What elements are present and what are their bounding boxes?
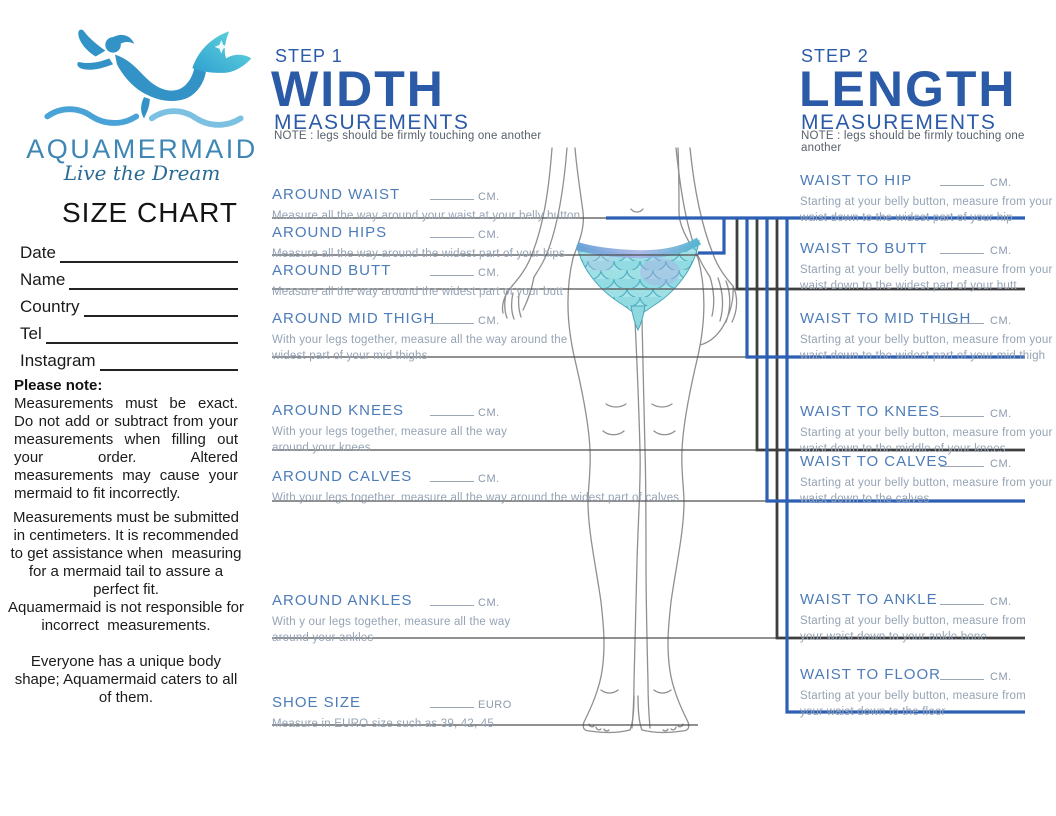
- measurement-blank-line[interactable]: [940, 252, 984, 254]
- measurement-unit: CM.: [478, 267, 500, 279]
- measurement-title: AROUND HIPS: [272, 224, 388, 241]
- measurement-title: WAIST TO HIP: [800, 172, 913, 189]
- name-label: Name: [20, 270, 66, 289]
- measurement-unit: CM.: [990, 596, 1012, 608]
- measurement-desc: Starting at your belly button, measure from your waist down to the middle of your knees: [800, 427, 1053, 455]
- measurement-waist-to-calves: [800, 453, 1056, 507]
- measurement-blank-line[interactable]: [430, 236, 474, 238]
- name-input-line[interactable]: [69, 270, 238, 290]
- measurement-title: WAIST TO CALVES: [800, 453, 949, 470]
- brand-tagline: Live the Dream: [63, 161, 221, 185]
- date-label: Date: [20, 243, 56, 262]
- measurement-title: SHOE SIZE: [272, 694, 362, 711]
- instagram-input-line[interactable]: [100, 351, 238, 371]
- measurement-desc: Starting at your belly button, measure from your waist down to the widest part of your hip: [800, 196, 1053, 224]
- measurement-unit: CM.: [478, 229, 500, 241]
- measurement-title: WAIST TO ANKLE: [800, 591, 938, 608]
- measurement-desc: Starting at your belly button, measure from your waist down to the widest part of your butt: [800, 264, 1053, 292]
- measurement-unit: CM.: [990, 458, 1012, 470]
- measurement-unit: CM.: [990, 408, 1012, 420]
- measurement-desc: Starting at your belly button, measure from your waist down to the widest part of your mid thigh: [800, 334, 1053, 362]
- measurement-unit: CM.: [478, 597, 500, 609]
- measurement-unit: CM.: [990, 671, 1012, 683]
- measurement-blank-line[interactable]: [940, 415, 984, 417]
- note-paragraph-4: Everyone has a unique body shape; Aquamermaid caters to all of them.: [14, 653, 242, 706]
- measurement-around-mid-thigh: [272, 310, 577, 364]
- measurement-desc: Starting at your belly button, measure from your waist down to your ankle bone: [800, 615, 1026, 643]
- note-paragraph-1: Measurements must be exact. Do not add or subtract from your measurements when filling out your order. Altered measurements may cause your mermaid to fit incorrectly.: [14, 395, 243, 502]
- measurement-shoe-size: [272, 694, 602, 732]
- page-title: SIZE CHART: [62, 197, 238, 228]
- measurement-around-hips: [272, 224, 602, 262]
- form-row-date: [20, 240, 238, 263]
- measurement-blank-line[interactable]: [430, 480, 474, 482]
- measurement-unit: CM.: [478, 407, 500, 419]
- measurement-around-knees: [272, 402, 517, 456]
- measurement-title: WAIST TO KNEES: [800, 403, 941, 420]
- measurement-waist-to-hip: [800, 172, 1056, 226]
- country-input-line[interactable]: [84, 297, 238, 317]
- measurement-blank-line[interactable]: [940, 184, 984, 186]
- measurement-unit: CM.: [990, 177, 1012, 189]
- measurement-desc: With your legs together, measure all the way around the widest part of calves: [272, 492, 680, 504]
- date-input-line[interactable]: [60, 243, 238, 263]
- measurement-desc: Measure in EURO size such as 39, 42, 45: [272, 718, 494, 730]
- measurement-unit: CM.: [990, 315, 1012, 327]
- step1-label: STEP 1: [275, 46, 343, 66]
- tel-input-line[interactable]: [46, 324, 238, 344]
- measurement-around-butt: [272, 262, 602, 300]
- measurement-waist-to-floor: [800, 666, 1038, 720]
- measurement-waist-to-knees: [800, 403, 1056, 457]
- note-paragraph-2: Measurements must be submitted in centimeters. It is recommended to get assistance when measuring for a mermaid tail to assure a perfect fit.: [10, 509, 246, 598]
- measurement-blank-line[interactable]: [940, 465, 984, 467]
- step2-label: STEP 2: [801, 46, 869, 66]
- measurement-title: WAIST TO MID THIGH: [800, 310, 972, 327]
- measurement-desc: With y our legs together, measure all the way around your ankles: [272, 616, 511, 644]
- instagram-label: Instagram: [20, 351, 96, 370]
- note-paragraph-3: Aquamermaid is not responsible for incorrect measurements.: [8, 599, 249, 634]
- measurement-desc: With your legs together, measure all the way around your knees: [272, 426, 508, 454]
- mermaid-silhouette: [77, 30, 251, 119]
- measurement-blank-line[interactable]: [430, 414, 474, 416]
- form-row-instagram: [20, 348, 238, 371]
- measurement-unit: CM.: [478, 315, 500, 327]
- form-row-tel: [20, 321, 238, 344]
- please-note-heading: Please note:: [14, 377, 103, 394]
- measurement-title: WAIST TO BUTT: [800, 240, 928, 257]
- measurement-blank-line[interactable]: [430, 322, 474, 324]
- measurement-unit: CM.: [478, 191, 500, 203]
- country-label: Country: [20, 297, 80, 316]
- measurement-title: AROUND MID THIGH: [272, 310, 436, 327]
- measurement-title: AROUND ANKLES: [272, 592, 413, 609]
- measurement-blank-line[interactable]: [940, 322, 984, 324]
- measurement-blank-line[interactable]: [430, 198, 474, 200]
- measurement-around-calves: [272, 468, 702, 506]
- measurement-desc: Measure all the way around your waist at your belly button: [272, 210, 581, 222]
- aquamermaid-mermaid-logo: [28, 8, 260, 134]
- length-title: LENGTH: [799, 61, 1017, 117]
- measurement-waist-to-mid-thigh: [800, 310, 1056, 364]
- measurement-blank-line[interactable]: [430, 706, 474, 708]
- measurement-title: AROUND CALVES: [272, 468, 413, 485]
- length-note: NOTE : legs should be firmly touching one another: [801, 130, 1025, 154]
- measurement-title: AROUND WAIST: [272, 186, 401, 203]
- measurement-desc: Measure all the way around the widest part of your butt: [272, 286, 563, 298]
- measurement-waist-to-ankle: [800, 591, 1038, 645]
- measurement-title: AROUND BUTT: [272, 262, 392, 279]
- measurement-waist-to-butt: [800, 240, 1056, 294]
- measurement-desc: Starting at your belly button, measure from your waist down to the calves: [800, 477, 1053, 505]
- width-title: WIDTH: [271, 61, 445, 117]
- measurement-blank-line[interactable]: [430, 274, 474, 276]
- measurement-unit: CM.: [990, 245, 1012, 257]
- measurement-unit: CM.: [478, 473, 500, 485]
- measurement-blank-line[interactable]: [430, 604, 474, 606]
- measurement-title: AROUND KNEES: [272, 402, 405, 419]
- length-subtitle: MEASUREMENTS: [801, 111, 997, 134]
- measurement-around-waist: [272, 186, 602, 224]
- width-note: NOTE : legs should be firmly touching one another: [274, 130, 542, 142]
- brand-name: AQUAMERMAID: [26, 134, 258, 164]
- form-row-name: [20, 267, 238, 290]
- width-subtitle: MEASUREMENTS: [274, 111, 470, 134]
- measurement-title: WAIST TO FLOOR: [800, 666, 941, 683]
- measurement-desc: With your legs together, measure all the way around the widest part of your mid thighs: [272, 334, 568, 362]
- measurement-blank-line[interactable]: [940, 678, 984, 680]
- tel-label: Tel: [20, 324, 42, 343]
- measurement-desc: Starting at your belly button, measure from your waist down to the floor: [800, 690, 1026, 718]
- measurement-blank-line[interactable]: [940, 603, 984, 605]
- measurement-unit: EURO: [478, 699, 512, 711]
- measurement-around-ankles: [272, 592, 517, 646]
- form-row-country: [20, 294, 238, 317]
- measurement-desc: Measure all the way around the widest part of your hips: [272, 248, 565, 260]
